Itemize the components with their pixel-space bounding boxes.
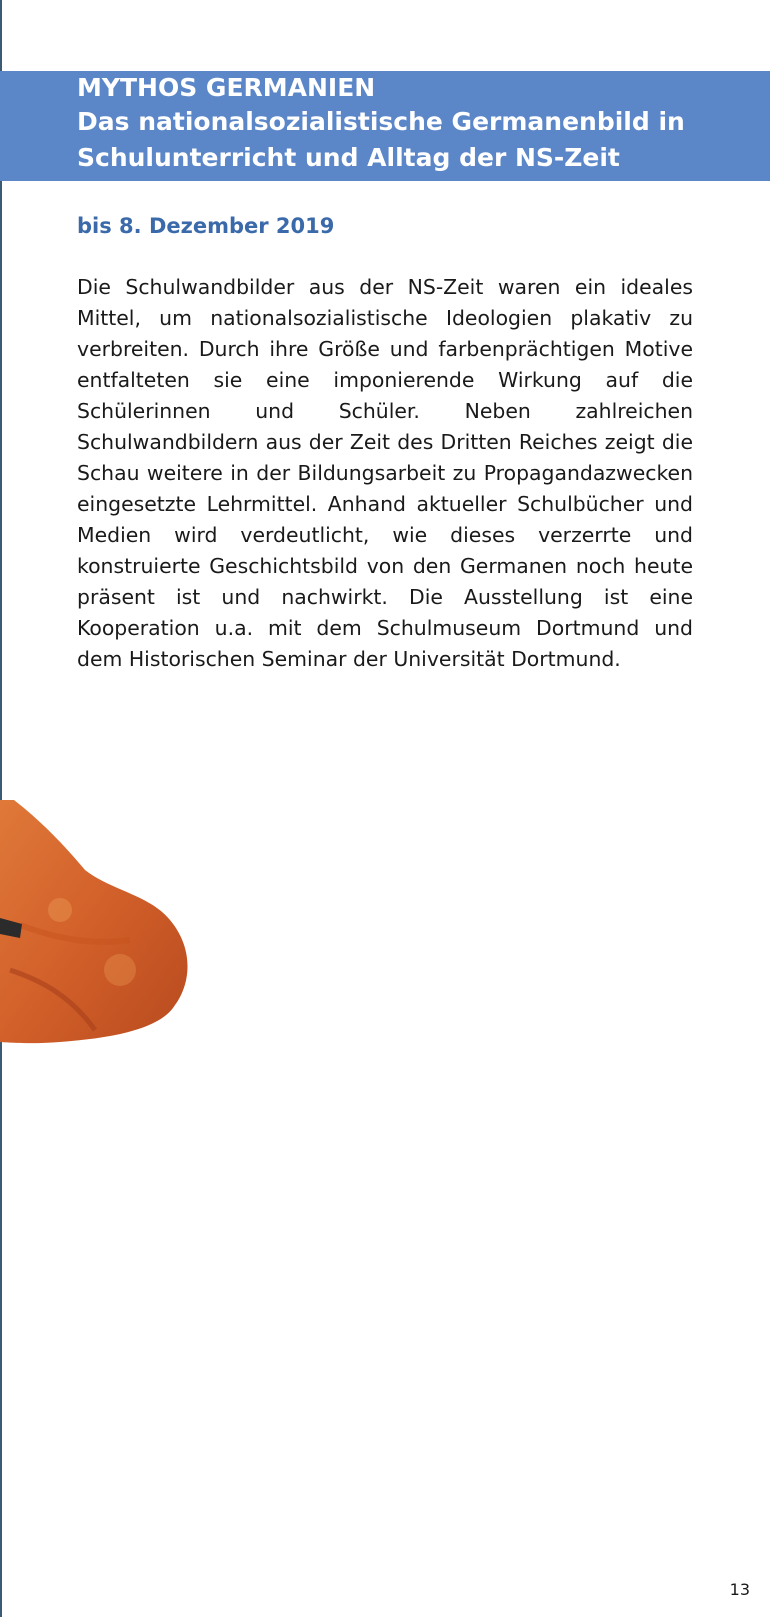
description-paragraph: Die Schulwandbilder aus der NS-Zeit waren ein ideales Mittel, um nationalsozialistische Ideologien plakativ zu verbreiten. Durch ihre Größe und farbenprächtigen Motive entfalteten sie eine imponierende Wirkung auf die Schülerinnen und Schüler. Neben zahlreichen Schulwandbildern aus der Zeit des Dritten Reiches zeigt die Schau weitere in der Bildungsarbeit zu Propagandazwecken eingesetzte Lehrmittel. Anhand aktueller Schulbücher und Medien wird verdeutlicht, wie dieses verzerrte und konstruierte Geschichtsbild von den Germanen noch heute präsent ist und nachwirkt. Die Ausstellung ist eine Kooperation u.a. mit dem Schulmuseum Dortmund und dem Historischen Seminar der Universität Dortmund. [77, 275, 693, 671]
page-number: 13 [729, 1580, 750, 1599]
exhibition-subtitle-line-2: Schulunterricht und Alltag der NS-Zeit [77, 143, 620, 172]
exhibition-title: MYTHOS GERMANIEN [77, 73, 376, 102]
exhibition-date: bis 8. Dezember 2019 [77, 214, 335, 238]
illustration-fragment [0, 800, 200, 1080]
exhibition-subtitle-line-1: Das nationalsozialistische Germanenbild in [77, 107, 685, 136]
